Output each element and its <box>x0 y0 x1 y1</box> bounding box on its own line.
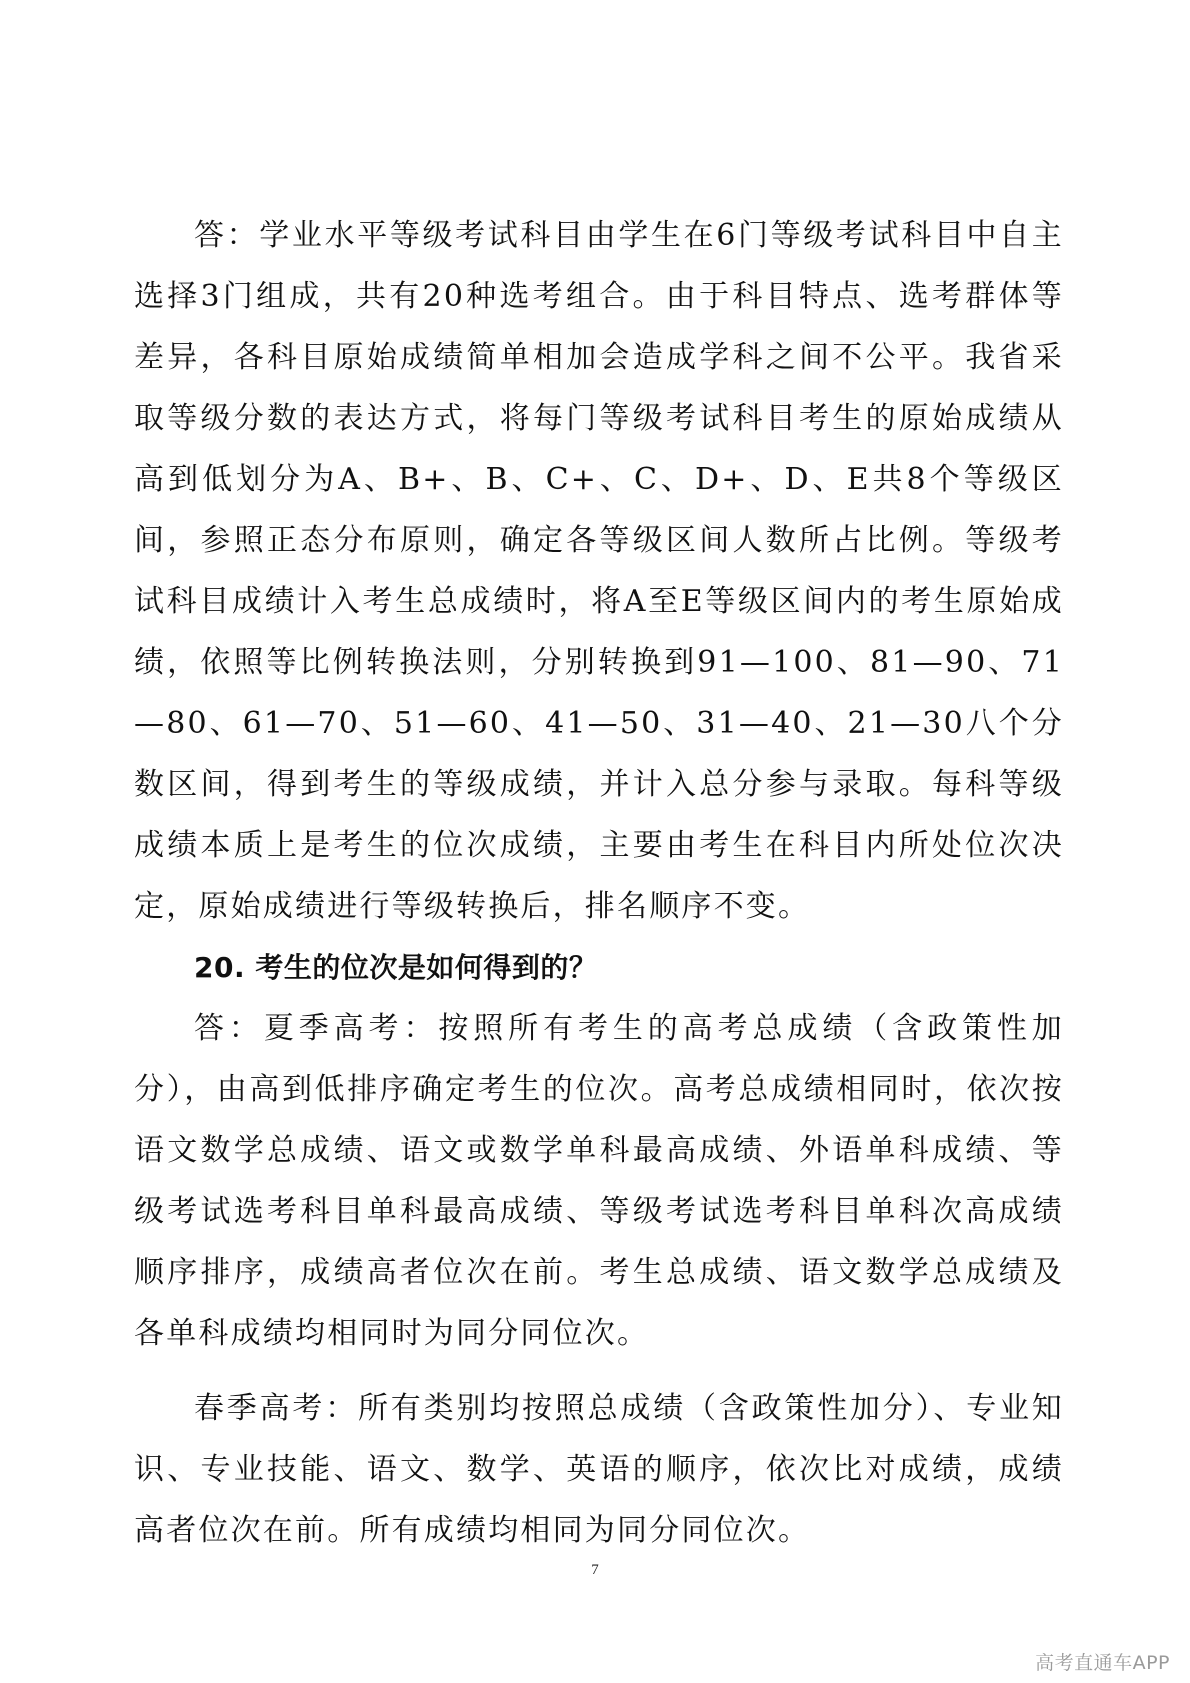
app-watermark: 高考直通车APP <box>1035 1652 1170 1674</box>
document-body <box>134 205 1064 1561</box>
answer-paragraph-spring: 春季高考：所有类别均按照总成绩（含政策性加分）、专业知识、专业技能、语文、数学、英语的顺序，依次比对成绩，成绩高者位次在前。所有成绩均相同为同分同位次。 <box>134 1391 1064 1548</box>
page-number: 7 <box>591 1562 599 1578</box>
answer-paragraph-grading: 答：学业水平等级考试科目由学生在6门等级考试科目中自主选择3门组成，共有20种选考组合。由于科目特点、选考群体等差异，各科目原始成绩简单相加会造成学科之间不公平。我省采取等级分数的表达方式，将每门等级考试科目考生的原始成绩从高到低划分为A、B+、B、C+、C、D+、D、E共8个等级区间，参照正态分布原则，确定各等级区间人数所占比例。等级考试科目成绩计入考生总成绩时，将A至E等级区间内的考生原始成绩，依照等比例转换法则，分别转换到91—100、81—90、71—80、61—70、51—60、41—50、31—40、21—30八个分数区间，得到考生的等级成绩，并计入总分参与录取。每科等级成绩本质上是考生的位次成绩，主要由考生在科目内所处位次决定，原始成绩进行等级转换后，排名顺序不变。 <box>134 218 1064 924</box>
question-heading: 20. 考生的位次是如何得到的？ <box>194 951 598 984</box>
answer-paragraph-summer: 答：夏季高考：按照所有考生的高考总成绩（含政策性加分），由高到低排序确定考生的位次。高考总成绩相同时，依次按语文数学总成绩、语文或数学单科最高成绩、外语单科成绩、等级考试选考科目单科最高成绩、等级考试选考科目单科次高成绩顺序排序，成绩高者位次在前。考生总成绩、语文数学总成绩及各单科成绩均相同时为同分同位次。 <box>134 1011 1064 1351</box>
